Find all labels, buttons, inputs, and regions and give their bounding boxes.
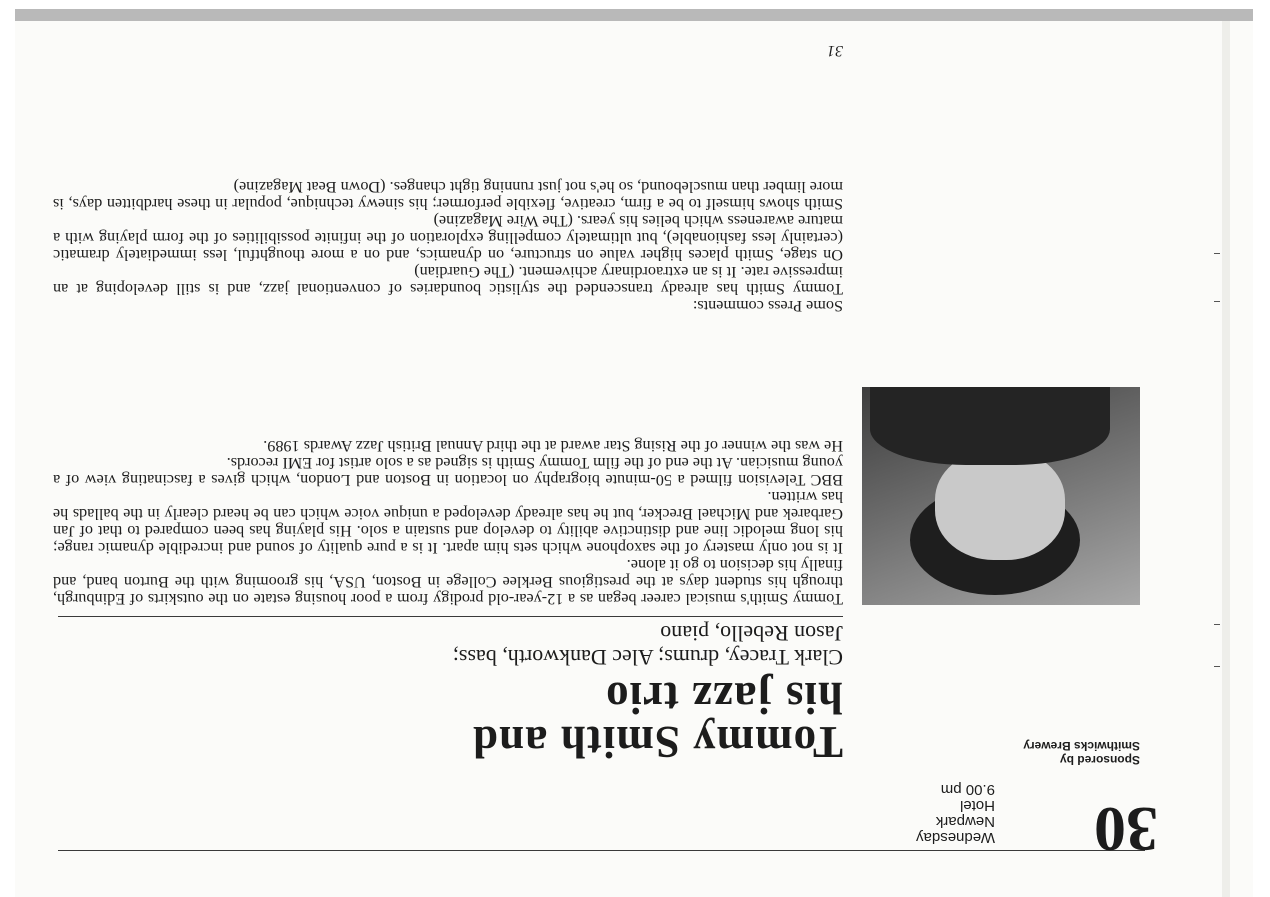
top-rule	[58, 850, 1145, 851]
venue-line-2: Hotel	[959, 797, 995, 814]
margin-tick	[1214, 301, 1220, 302]
venue-line-1: Newpark	[935, 813, 995, 830]
event-details	[916, 781, 995, 845]
band-lineup: Clark Tracey, drums; Alec Dankworth, bass; Jason Rebello, piano	[452, 621, 843, 670]
margin-tick	[1214, 624, 1220, 625]
event-time: 9.00 pm	[940, 781, 995, 798]
press-quote: Tommy Smith has already transcended the stylistic boundaries of conventional jazz, and is still developing at an impressive rate. It is an extraordinary achivement. (The Guardian)	[53, 263, 843, 298]
page-number: 31	[827, 42, 843, 59]
sponsor-block	[1023, 739, 1140, 767]
section-rule	[58, 616, 843, 617]
press-quote: Smith shows himself to be a firm, creative, flexible performer; his sinewy technique, popular in these hardbitten days, is more limber than musclebound, so he's not just running tight changes. (Down Beat Magazine)	[53, 178, 843, 213]
bio-paragraph: BBC Television filmed a 50-minute biography on location in Boston and London, which gives a fascinating view of a young musician. At the end of the film Tommy Smith is signed as a solo artist for EMI records.	[53, 454, 843, 489]
weekday: Wednesday	[916, 829, 995, 846]
title-line-1: Tommy Smith and	[472, 717, 843, 767]
margin-tick	[1214, 253, 1220, 254]
concert-title	[472, 673, 843, 767]
margin-tick	[1214, 666, 1220, 667]
biography-text	[53, 437, 843, 607]
musician-photo	[862, 387, 1140, 605]
bio-paragraph: He was the winner of the Rising Star award at the third Annual British Jazz Awards 1989.	[263, 437, 843, 455]
press-quote: On stage, Smith places higher value on structure, on dynamics, and on a more thoughtful, less immediately dramatic (certainly less fashionable), but ultimately compelling exploration of the infinite possibilities of the form playing with a mature awareness which belies his years. (The Wire Magazine)	[53, 212, 843, 264]
press-heading: Some Press comments:	[692, 297, 843, 315]
bio-paragraph: Tommy Smith's musical career began as a 12-year-old prodigy from a poor housing estate on the outskirts of Edinburgh, through his student days at the prestigious Berklee College in Boston, USA, his grooming with the Burton band, and finally his decision to go it alone.	[53, 556, 843, 608]
title-line-2: his jazz trio	[605, 673, 843, 723]
sponsor-label: Sponsored by	[1059, 753, 1140, 767]
day-number: 30	[1094, 794, 1158, 865]
sponsor-name: Smithwicks Brewery	[1023, 739, 1140, 753]
press-comments	[53, 178, 843, 314]
bio-paragraph: It is not only mastery of the saxophone which sets him apart. It is a pure quality of sound and incredible dynamic range; his long melodic line and distinctive ability to develop and sustain a solo. His playing has been compared to that of Jan Garbarek and Michael Brecker, but he has already developed a unique voice which can be heard clearly in the ballads he has written.	[53, 488, 843, 557]
